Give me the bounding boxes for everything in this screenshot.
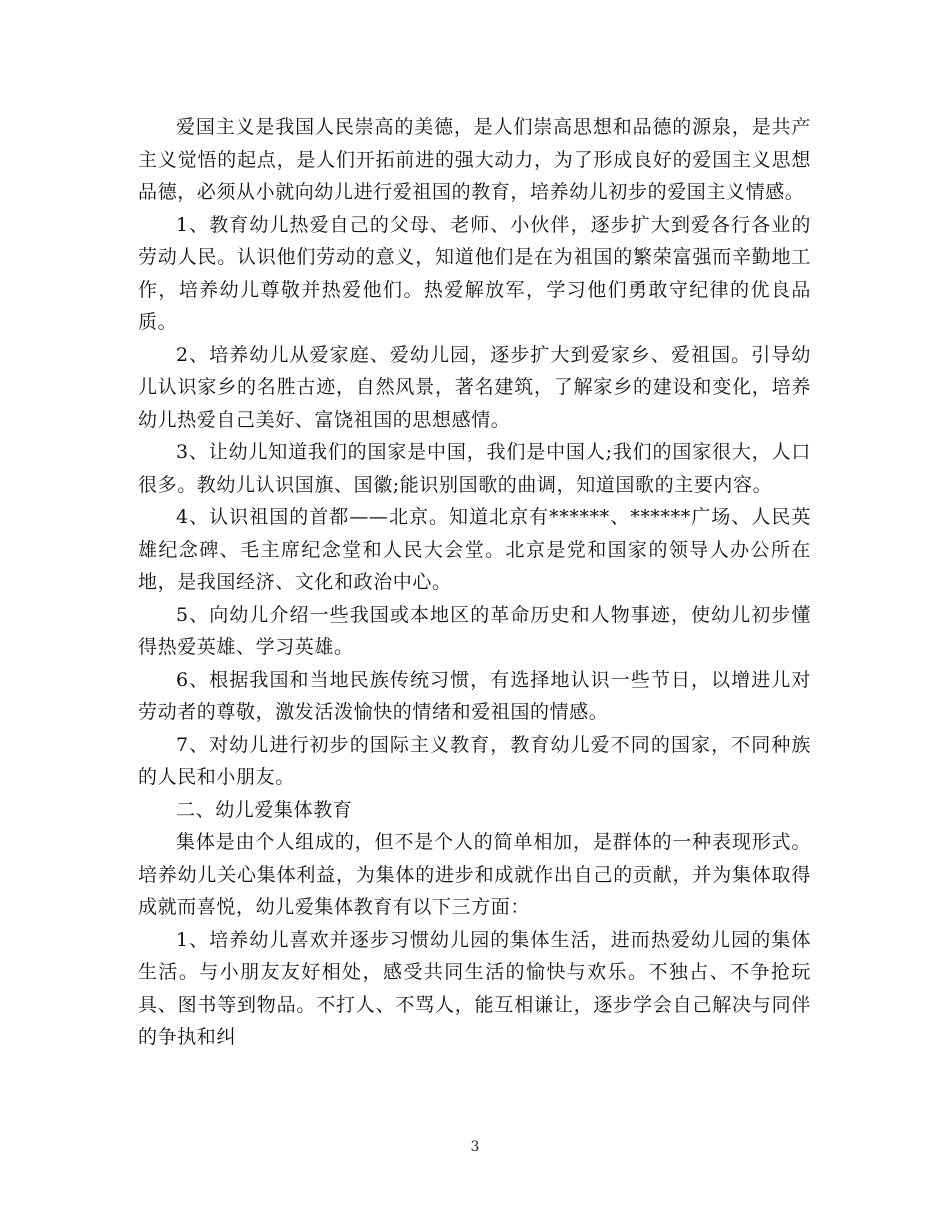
page-number: 3 (470, 1139, 480, 1155)
paragraph-item-7: 7、对幼儿进行初步的国际主义教育，教育幼儿爱不同的国家，不同种族的人民和小朋友。 (138, 733, 811, 788)
document-body (138, 111, 811, 1054)
paragraph-collective-intro: 集体是由个人组成的，但不是个人的简单相加，是群体的一种表现形式。培养幼儿关心集体利益，为集体的进步和成就作出自己的贡献，并为集体取得成就而喜悦，幼儿爱集体教育有以下三方面： (138, 831, 811, 918)
paragraph-item-6: 6、根据我国和当地民族传统习惯，有选择地认识一些节日，以增进儿对劳动者的尊敬，激发活泼愉快的情绪和爱祖国的情感。 (138, 668, 811, 723)
paragraph-item-2: 2、培养幼儿从爱家庭、爱幼儿园，逐步扩大到爱家乡、爱祖国。引导幼儿认识家乡的名胜古迹，自然风景，著名建筑，了解家乡的建设和变化，培养幼儿热爱自己美好、富饶祖国的思想感情。 (138, 343, 811, 431)
paragraph-item-5: 5、向幼儿介绍一些我国或本地区的革命历史和人物事迹，使幼儿初步懂得热爱英雄、学习英雄。 (138, 603, 811, 658)
paragraph-item-4: 4、认识祖国的首都——北京。知道北京有******、******广场、人民英雄纪念碑、毛主席纪念堂和人民大会堂。北京是党和国家的领导人办公所在地，是我国经济、文化和政治中心。 (138, 506, 811, 593)
paragraph-collective-item-1: 1、培养幼儿喜欢并逐步习惯幼儿园的集体生活，进而热爱幼儿园的集体生活。与小朋友友好相处，感受共同生活的愉快与欢乐。不独占、不争抢玩具、图书等到物品。不打人、不骂人，能互相谦让，逐步学会自己解决与同伴的争执和纠 (138, 928, 811, 1048)
paragraph-item-3: 3、让幼儿知道我们的国家是中国，我们是中国人;我们的国家很大，人口很多。教幼儿认识国旗、国徽;能识别国歌的曲调，知道国歌的主要内容。 (138, 441, 811, 496)
section-heading: 二、幼儿爱集体教育 (176, 798, 353, 821)
paragraph-intro: 爱国主义是我国人民崇高的美德，是人们崇高思想和品德的源泉，是共产主义觉悟的起点，是人们开拓前进的强大动力，为了形成良好的爱国主义思想品德，必须从小就向幼儿进行爱祖国的教育，培养幼儿初步的爱国主义情感。 (138, 116, 811, 203)
paragraph-item-1: 1、教育幼儿热爱自己的父母、老师、小伙伴，逐步扩大到爱各行各业的劳动人民。认识他们劳动的意义，知道他们是在为祖国的繁荣富强而辛勤地工作，培养幼儿尊敬并热爱他们。热爱解放军，学习他们勇敢守纪律的优良品质。 (138, 213, 811, 333)
